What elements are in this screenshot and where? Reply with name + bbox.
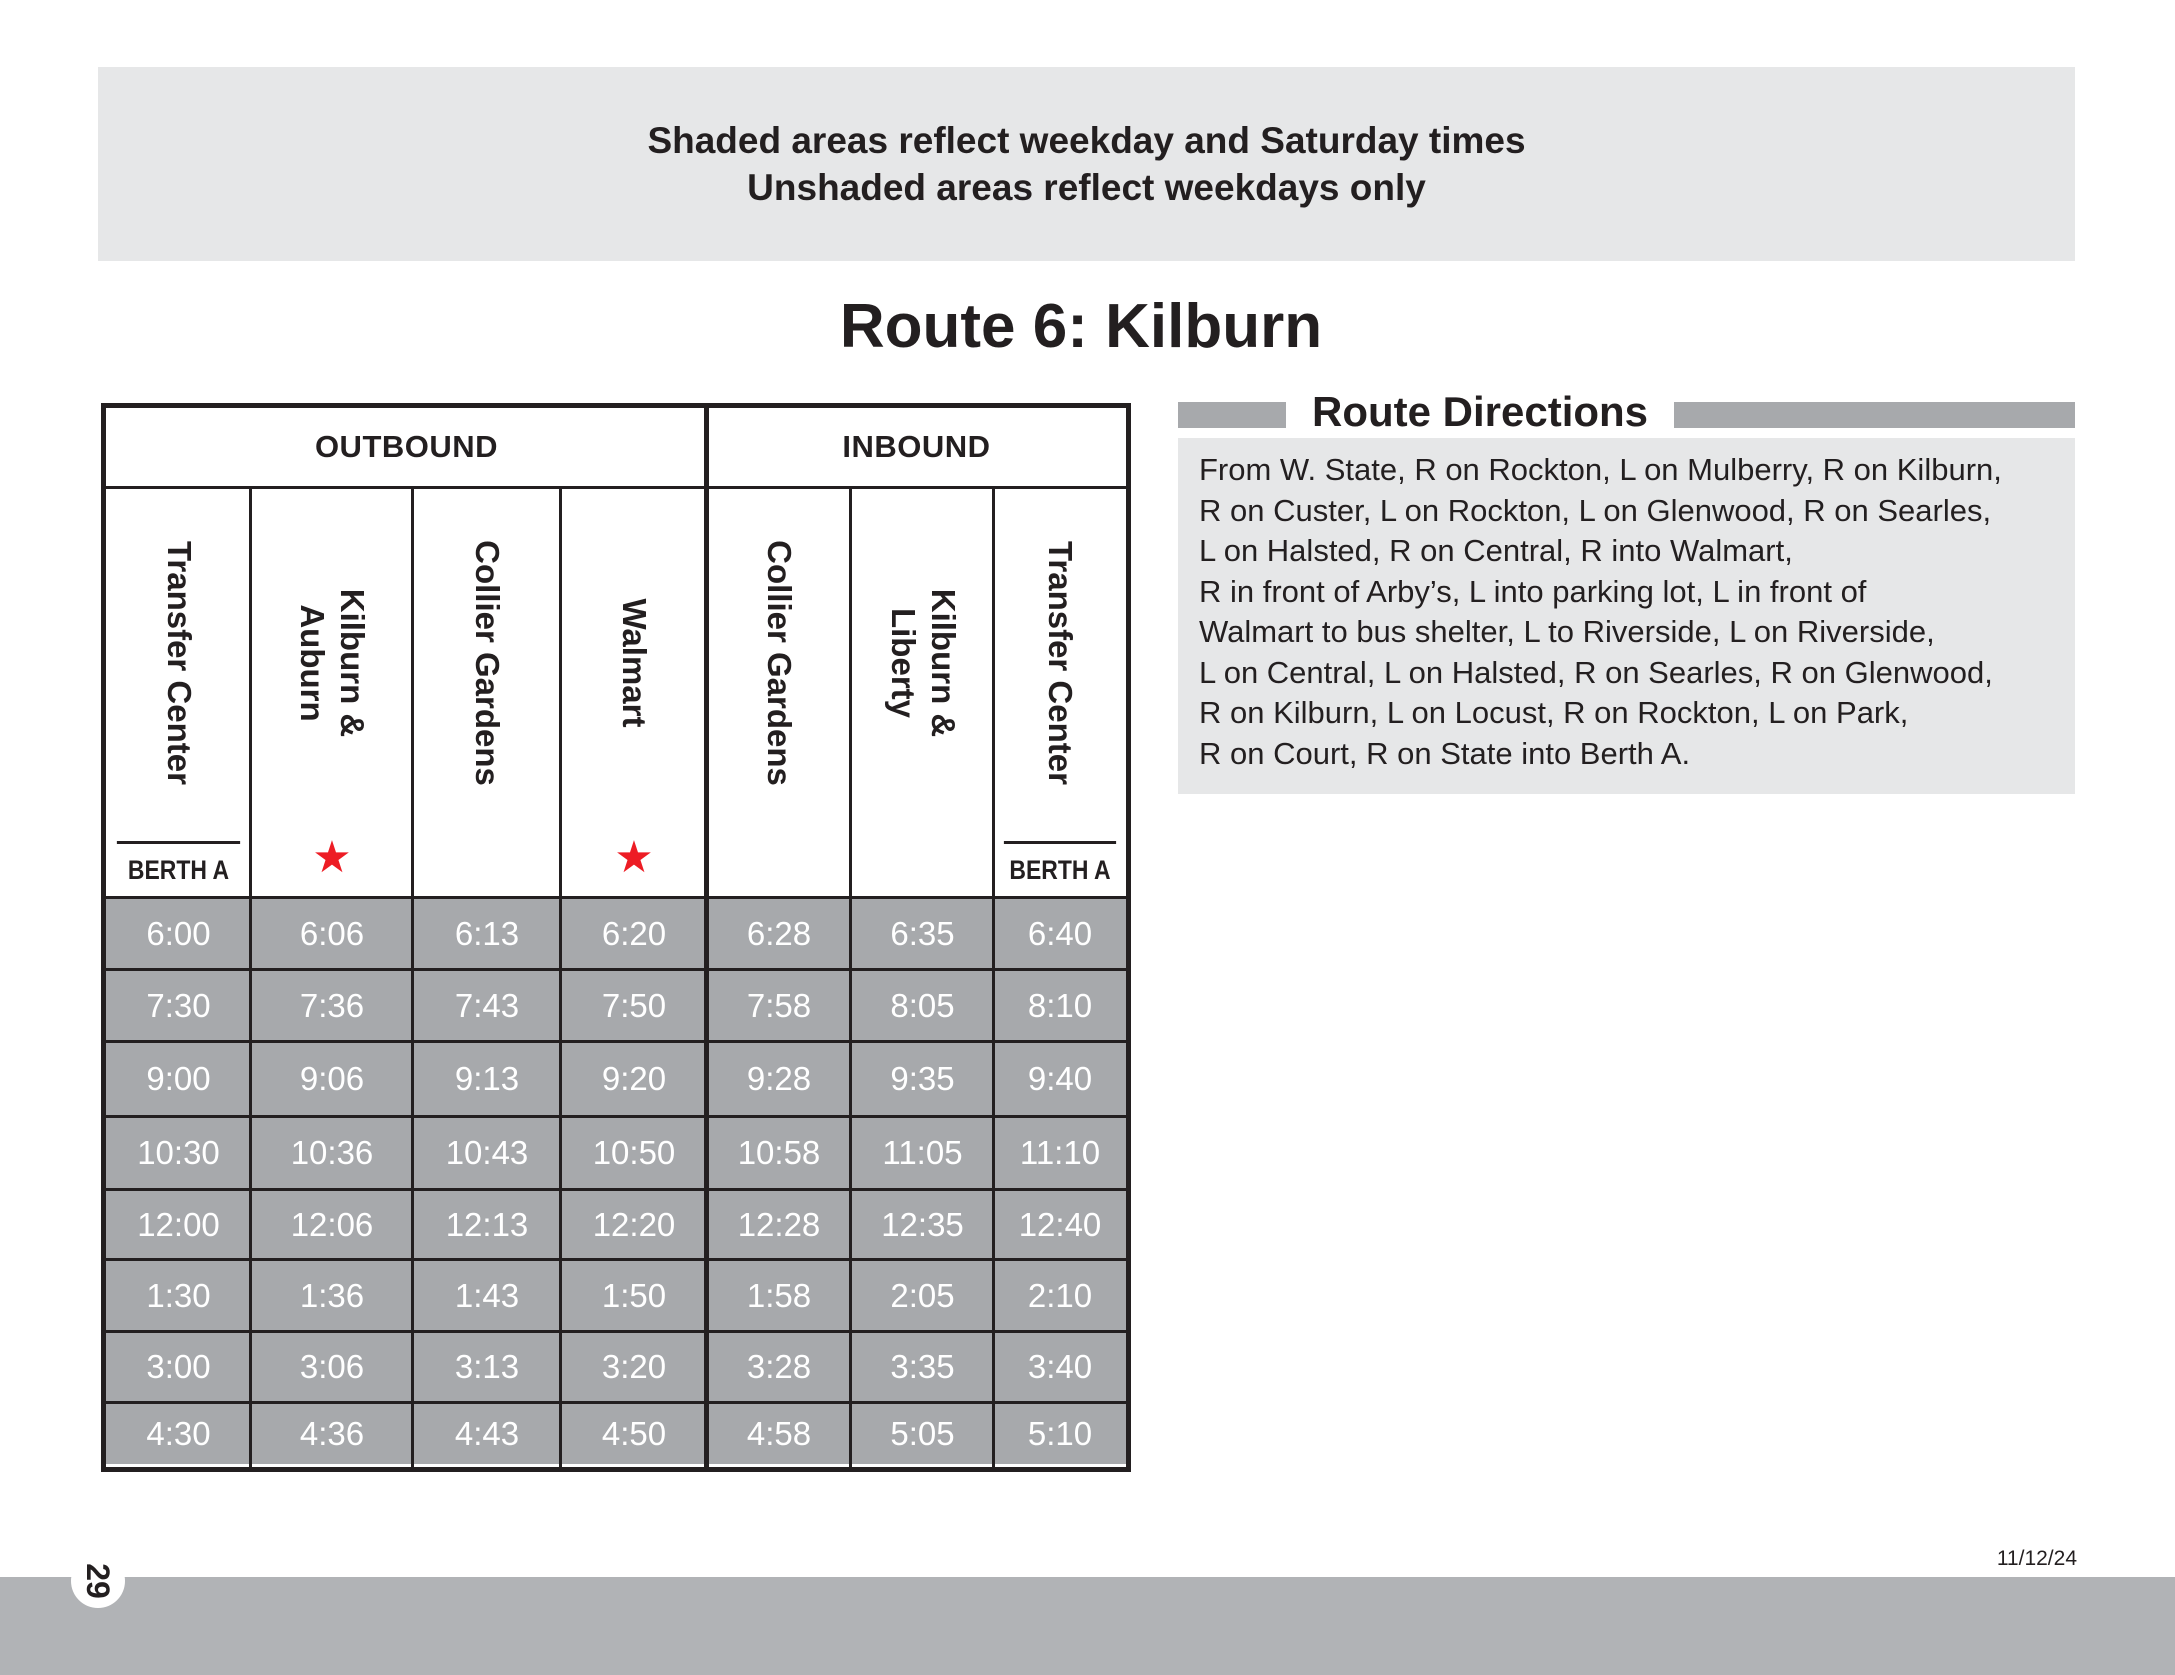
time-cell: 7:50 [601,986,667,1024]
time-cell: 9:20 [601,1060,667,1097]
time-cell: 12:06 [290,1205,374,1243]
time-row [106,1118,1126,1188]
column-divider [849,488,852,1467]
column-divider [992,488,995,1467]
time-cell: 7:58 [746,986,812,1024]
time-cell: 3:28 [746,1348,812,1385]
column-divider [704,408,709,1467]
time-cell: 4:36 [299,1415,365,1452]
time-cell: 9:06 [299,1060,365,1097]
berth-label: BERTH A [117,841,240,896]
stop-name-line: Liberty [884,607,922,719]
time-cell: 1:30 [146,1276,211,1314]
stop-header [851,488,994,896]
shading-notice [98,67,2075,261]
notice-line-2: Unshaded areas reflect weekdays only [747,167,1426,208]
time-cell: 6:00 [146,914,211,952]
stop-name [467,540,507,786]
stop-header [413,488,561,896]
time-cell: 2:05 [890,1276,955,1314]
time-cell: 4:50 [601,1415,667,1452]
stop-header [561,488,707,896]
time-cell: 9:28 [746,1060,812,1097]
time-cell: 8:10 [1027,986,1093,1024]
stop-name-line: Collier Gardens [761,540,798,786]
time-cell: 3:06 [299,1348,365,1385]
time-cell: 3:35 [890,1348,955,1385]
time-cell: 11:05 [882,1134,963,1171]
schedule-table [101,403,1131,1472]
time-cell: 3:40 [1027,1348,1093,1385]
time-cell: 6:06 [299,914,365,952]
time-row [106,1404,1126,1464]
page-title: Route 6: Kilburn [839,292,1323,361]
time-cell: 3:00 [146,1348,211,1385]
time-cell: 6:40 [1027,914,1093,952]
time-cell: 12:40 [1018,1205,1102,1243]
star-icon: ★ [312,833,352,882]
time-cell: 12:28 [737,1205,821,1243]
time-cell: 6:28 [746,914,812,952]
column-divider [249,488,252,1467]
time-cell: 9:40 [1027,1060,1093,1097]
column-divider [559,488,562,1467]
route-directions-text [1178,438,2075,794]
route-directions-line: L on Halsted, R on Central, R into Walmart, [1199,533,1793,568]
route-directions-header [1178,388,2075,438]
time-cell: 5:10 [1027,1415,1093,1452]
direction-header-inbound: INBOUND [842,429,991,464]
stop-name [883,589,963,737]
route-directions-line: From W. State, R on Rockton, L on Mulberry, R on Kilburn, [1199,452,2002,487]
time-cell: 3:20 [601,1348,667,1385]
stop-name-line: Auburn [294,604,331,722]
time-cell: 6:13 [454,914,520,952]
stop-name-line: Walmart [616,598,653,728]
page-number: 29 [71,1554,125,1608]
time-row [106,1043,1126,1115]
time-cell: 7:30 [146,986,211,1024]
time-cell: 10:36 [290,1134,374,1171]
time-cell: 4:30 [146,1415,211,1452]
stop-name-line: Transfer Center [1042,541,1079,785]
time-cell: 10:58 [737,1134,821,1171]
time-row [106,1191,1126,1258]
route-directions-line: R on Kilburn, L on Locust, R on Rockton, L on Park, [1199,695,1909,730]
time-cell: 7:36 [299,986,365,1024]
time-cell: 2:10 [1027,1276,1093,1314]
time-cell: 1:50 [601,1276,667,1314]
route-directions-line: R on Court, R on State into Berth A. [1199,735,1691,771]
time-cell: 4:43 [454,1415,520,1452]
time-cell: 6:35 [890,914,955,952]
time-row [106,971,1126,1040]
time-cell: 7:43 [454,986,520,1024]
time-cell: 1:43 [454,1276,520,1314]
time-cell: 4:58 [746,1415,812,1452]
route-directions-line: L on Central, L on Halsted, R on Searles, R on Glenwood, [1199,654,1993,690]
stop-name [614,599,654,728]
direction-header-outbound: OUTBOUND [314,429,499,464]
time-row [106,1261,1126,1330]
time-cell: 12:00 [137,1205,220,1243]
stop-name-line: Kilburn & [334,588,371,738]
column-divider [411,488,414,1467]
time-cell: 9:13 [454,1060,520,1097]
footer-bar [0,1577,2175,1675]
route-directions-line: R in front of Arby’s, L into parking lot, L in front of [1199,573,1867,609]
time-cell: 8:05 [890,986,955,1024]
time-cell: 10:43 [445,1134,529,1171]
time-cell: 10:30 [137,1134,220,1171]
stop-name [159,541,199,785]
time-row [106,899,1126,968]
route-directions-line: Walmart to bus shelter, L to Riverside, L on Riverside, [1199,614,1935,649]
stop-name-line: Kilburn & [924,588,962,738]
time-cell: 12:20 [592,1205,676,1243]
stop-name-line: Transfer Center [160,541,198,785]
route-directions-title: Route Directions [1286,388,1674,436]
route-directions-line: R on Custer, L on Rockton, L on Glenwood, R on Searles, [1199,492,1992,528]
time-cell: 12:35 [881,1205,964,1243]
stop-header [106,488,251,896]
time-cell: 9:35 [890,1060,955,1097]
stop-name [292,589,372,737]
time-cell: 10:50 [592,1134,676,1171]
time-cell: 12:13 [445,1205,529,1243]
time-cell: 3:13 [454,1348,520,1385]
stop-header [707,488,851,896]
time-cell: 9:00 [146,1060,211,1097]
stop-name-line: Collier Gardens [469,540,506,786]
time-cell: 1:58 [746,1276,812,1314]
stop-name [759,540,799,786]
time-cell: 11:10 [1019,1134,1101,1171]
time-row [106,1333,1126,1401]
time-cell: 6:20 [601,914,667,952]
notice-line-1: Shaded areas reflect weekday and Saturday times [647,120,1526,161]
time-cell: 1:36 [299,1276,365,1314]
time-cell: 5:05 [890,1415,955,1452]
revision-date: 11/12/24 [1996,1547,2077,1570]
stop-header [251,488,413,896]
berth-label: BERTH A [1004,841,1116,896]
stop-name [1040,541,1080,785]
stop-header [994,488,1126,896]
star-icon: ★ [614,833,654,882]
